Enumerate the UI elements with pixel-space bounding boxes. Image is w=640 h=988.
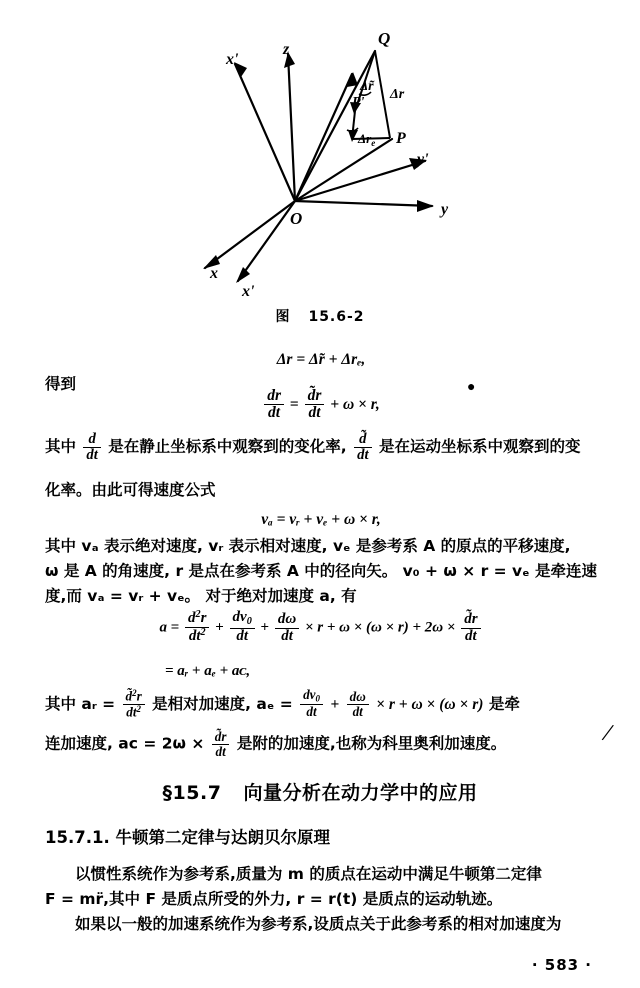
label-x-prime-top: x' (226, 51, 239, 68)
stray-pen-mark: / (599, 717, 616, 748)
label-z: z (283, 41, 290, 58)
label-x: x (210, 265, 218, 282)
page-number: · 583 · (531, 956, 592, 974)
paragraph-1-line-2: 化率。由此可得速度公式 (45, 481, 216, 499)
paragraph-2-line-2: ω 是 A 的角速度, r 是点在参考系 A 中的径向矢。 v₀ + ω × r = vₑ 是牵连速 (45, 562, 597, 580)
equation-acceleration: a = $\frac{d^2r}{dt^2}$ + $\frac{dv_0}{dt}$ + $\frac{d\omega}{dt}$ × r + ω × (ω × r) + 2ω × $\frac{d̃r}{dt}$ (45, 610, 597, 645)
section-title: 向量分析在动力学中的应用 (243, 782, 478, 804)
paragraph-2-line-1: 其中 vₐ 表示绝对速度, vᵣ 表示相对速度, vₑ 是参考系 A 的原点的平移速度, (45, 537, 571, 555)
equation-acceleration-sum: = aᵣ + aₑ + aᴄ, (165, 663, 251, 679)
figure-caption (0, 306, 640, 326)
paragraph-2-line-3: 度,而 vₐ = vᵣ + vₑ。 对于绝对加速度 a, 有 (45, 587, 357, 605)
subsection-heading: 15.7.1. 牛顿第二定律与达朗贝尔原理 (45, 828, 330, 847)
equation-delta-r: Δr = Δ̃r + Δrₑ, (276, 351, 366, 368)
equation-dr-dt: $\frac{dr}{dt}$ = $\frac{d̃r}{dt}$ + ω × r, (45, 388, 597, 422)
stray-dot: ● (467, 380, 476, 395)
label-y-prime: y' (417, 151, 429, 168)
figure-caption-number: 15.6-2 (308, 309, 365, 325)
label-delta-r-tilde: Δr̃ (360, 78, 374, 94)
lead-dedao: 得到 (45, 375, 77, 393)
paragraph-3-line-1: 其中 aᵣ = $\frac{d̃^2r}{dt^2}$ 是相对加速度, aₑ = $\frac{dv_0}{dt}$ + $\frac{d\omega}{dt}$ × r + ω × (ω × r) 是牵 (45, 687, 520, 720)
figure-caption-label: 图 (275, 309, 291, 325)
closing-line-2: F = mr̈,其中 F 是质点所受的外力, r = r(t) 是质点的运动轨迹。 (45, 890, 503, 908)
label-P: P (396, 130, 406, 147)
section-number: §15.7 (162, 782, 222, 804)
label-delta-r-e: $\Delta r_e$ (358, 131, 376, 148)
paragraph-1-line-1: 其中 $\frac{d}{dt}$ 是在静止坐标系中观察到的变化率, $\frac{d̃}{dt}$ 是在运动坐标系中观察到的变 (45, 431, 581, 464)
section-heading (0, 778, 640, 805)
label-delta-r: Δr (390, 87, 405, 102)
label-y: y (441, 201, 449, 218)
label-Q: Q (378, 29, 391, 48)
paragraph-3-line-2: 连加速度, aᴄ = 2ω × $\frac{d̃r}{dt}$ 是附的加速度,也称为科里奥利加速度。 (45, 729, 507, 759)
equation-velocity: vₐ = vᵣ + vₑ + ω × r, (261, 511, 381, 528)
closing-line-3: 如果以一般的加速系统作为参考系,设质点关于此参考系的相对加速度为 (75, 915, 562, 933)
label-O: O (290, 209, 303, 228)
label-x-prime-bottom: x' (242, 283, 255, 300)
figure-15-6-2 (0, 6, 640, 325)
figure-svg (0, 6, 640, 306)
closing-line-1: 以惯性系统作为参考系,质量为 m 的质点在运动中满足牛顿第二定律 (75, 865, 542, 883)
label-P-prime: P' (352, 95, 365, 110)
